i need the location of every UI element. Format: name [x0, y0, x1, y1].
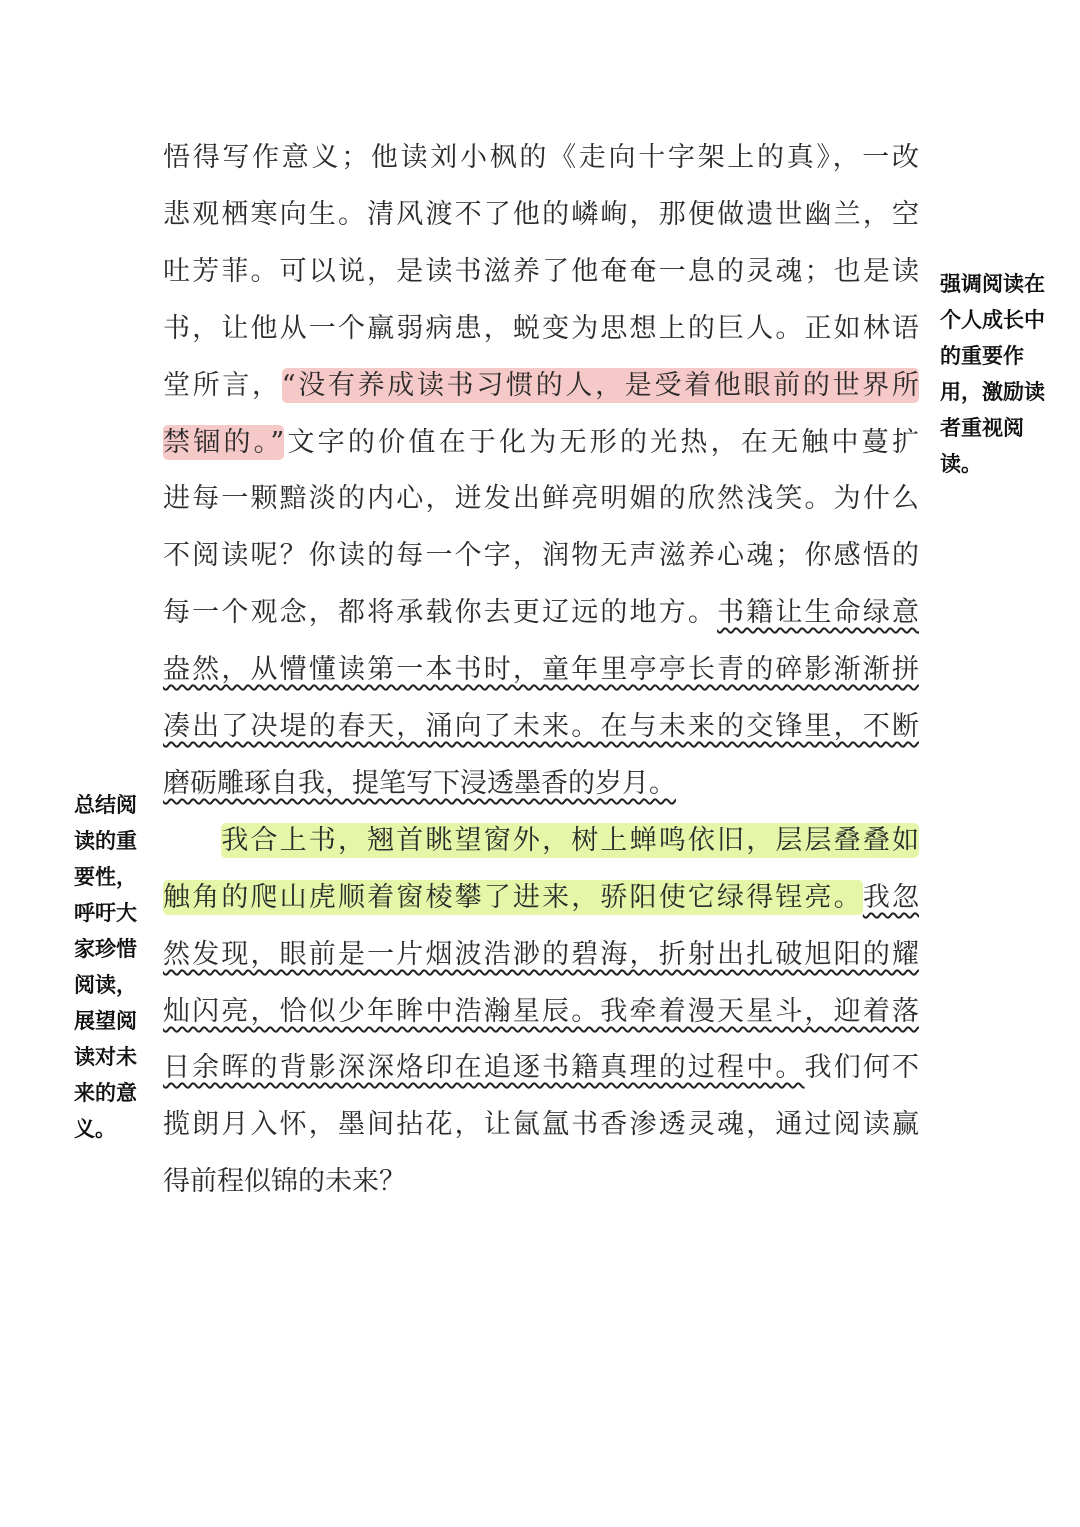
text-segment: 得前程似锦的未来？ — [163, 1166, 406, 1197]
highlighted-quote: 禁锢的。” — [163, 427, 285, 458]
highlighted-sentence: 我合上书，翘首眺望窗外，树上蝉鸣依旧，层层叠叠如 — [221, 825, 920, 856]
text-segment: 每一个观念，都将承载你去更辽远的地方。 — [163, 597, 718, 628]
text-line — [163, 992, 919, 1032]
text-line — [163, 593, 919, 633]
annotation-line: 要性， — [74, 865, 137, 889]
text-line — [163, 138, 919, 178]
wavy-underlined-text: 我忽 — [862, 882, 920, 913]
wavy-underlined-text: 灿闪亮，恰似少年眸中浩瀚星辰。我牵着漫天星斗，迎着落 — [163, 996, 919, 1027]
text-segment: 文字的价值在于化为无形的光热，在无触中蔓扩 — [284, 427, 919, 458]
annotation-line: 的重要作 — [940, 344, 1024, 368]
text-line — [163, 935, 919, 975]
annotation-line: 读对未 — [74, 1045, 137, 1069]
annotation-line: 呼吁大 — [74, 901, 137, 925]
highlighted-sentence: 触角的爬山虎顺着窗棱攀了进来，骄阳使它绿得锃亮。 — [163, 882, 863, 913]
wavy-underlined-text: 磨砺雕琢自我，提笔写下浸透墨香的岁月。 — [163, 768, 676, 799]
wavy-underlined-text: 书籍让生命绿意 — [717, 597, 920, 628]
text-line — [163, 423, 919, 463]
annotation-line: 来的意 — [74, 1081, 137, 1105]
annotation-line: 个人成长中 — [940, 308, 1045, 332]
wavy-underlined-text: 凑出了决堤的春天，涌向了未来。在与未来的交锋里，不断 — [163, 711, 919, 742]
text-line — [163, 1105, 919, 1145]
text-segment: 我们何不 — [804, 1052, 920, 1083]
text-segment: 不阅读呢？你读的每一个字，润物无声滋养心魂；你感悟的 — [163, 540, 919, 571]
text-segment: 悲观栖寒向生。清风渡不了他的嶙峋，那便做遗世幽兰，空 — [163, 199, 919, 230]
text-segment: 揽朗月入怀，墨间拈花，让氤氲书香渗透灵魂，通过阅读赢 — [163, 1109, 919, 1140]
wavy-underlined-text: 日余晖的背影深深烙印在追逐书籍真理的过程中。 — [163, 1052, 805, 1083]
text-line — [163, 1048, 919, 1088]
text-line — [163, 536, 919, 576]
text-line — [163, 1162, 919, 1202]
annotation-line: 总结阅 — [74, 793, 137, 817]
text-segment — [163, 825, 221, 856]
wavy-underlined-text: 然发现，眼前是一片烟波浩渺的碧海，折射出扎破旭阳的耀 — [163, 939, 919, 970]
wavy-underlined-text: 盎然，从懵懂读第一本书时，童年里亭亭长青的碎影渐渐拼 — [163, 654, 919, 685]
text-line — [163, 252, 919, 292]
annotation-line: 读的重 — [74, 829, 137, 853]
text-segment: 悟得写作意义；他读刘小枫的《走向十字架上的真》，一改 — [163, 142, 919, 173]
text-line — [163, 707, 919, 747]
annotation-line: 读。 — [940, 452, 982, 476]
text-segment: 堂所言， — [163, 370, 282, 401]
text-line — [163, 479, 919, 519]
margin-annotation-right — [940, 266, 1060, 482]
annotation-line: 义。 — [74, 1117, 116, 1141]
annotation-line: 家珍惜 — [74, 937, 137, 961]
annotation-line: 阅读， — [74, 973, 137, 997]
text-line — [163, 821, 919, 861]
text-segment: 进每一颗黯淡的内心，迸发出鲜亮明媚的欣然浅笑。为什么 — [163, 483, 919, 514]
text-segment: 书，让他从一个羸弱病患，蜕变为思想上的巨人。正如林语 — [163, 313, 919, 344]
margin-annotation-left — [74, 787, 152, 1147]
text-segment: 吐芳菲。可以说，是读书滋养了他奄奄一息的灵魂；也是读 — [163, 256, 919, 287]
annotation-line: 者重视阅 — [940, 416, 1024, 440]
text-line — [163, 878, 919, 918]
annotation-line: 展望阅 — [74, 1009, 137, 1033]
annotation-line: 强调阅读在 — [940, 272, 1045, 296]
text-line — [163, 650, 919, 690]
text-line — [163, 309, 919, 349]
highlighted-quote: “没有养成读书习惯的人，是受着他眼前的世界所 — [281, 370, 919, 401]
text-line — [163, 195, 919, 235]
text-line — [163, 366, 919, 406]
annotation-line: 用，激励读 — [940, 380, 1045, 404]
text-line — [163, 764, 919, 804]
